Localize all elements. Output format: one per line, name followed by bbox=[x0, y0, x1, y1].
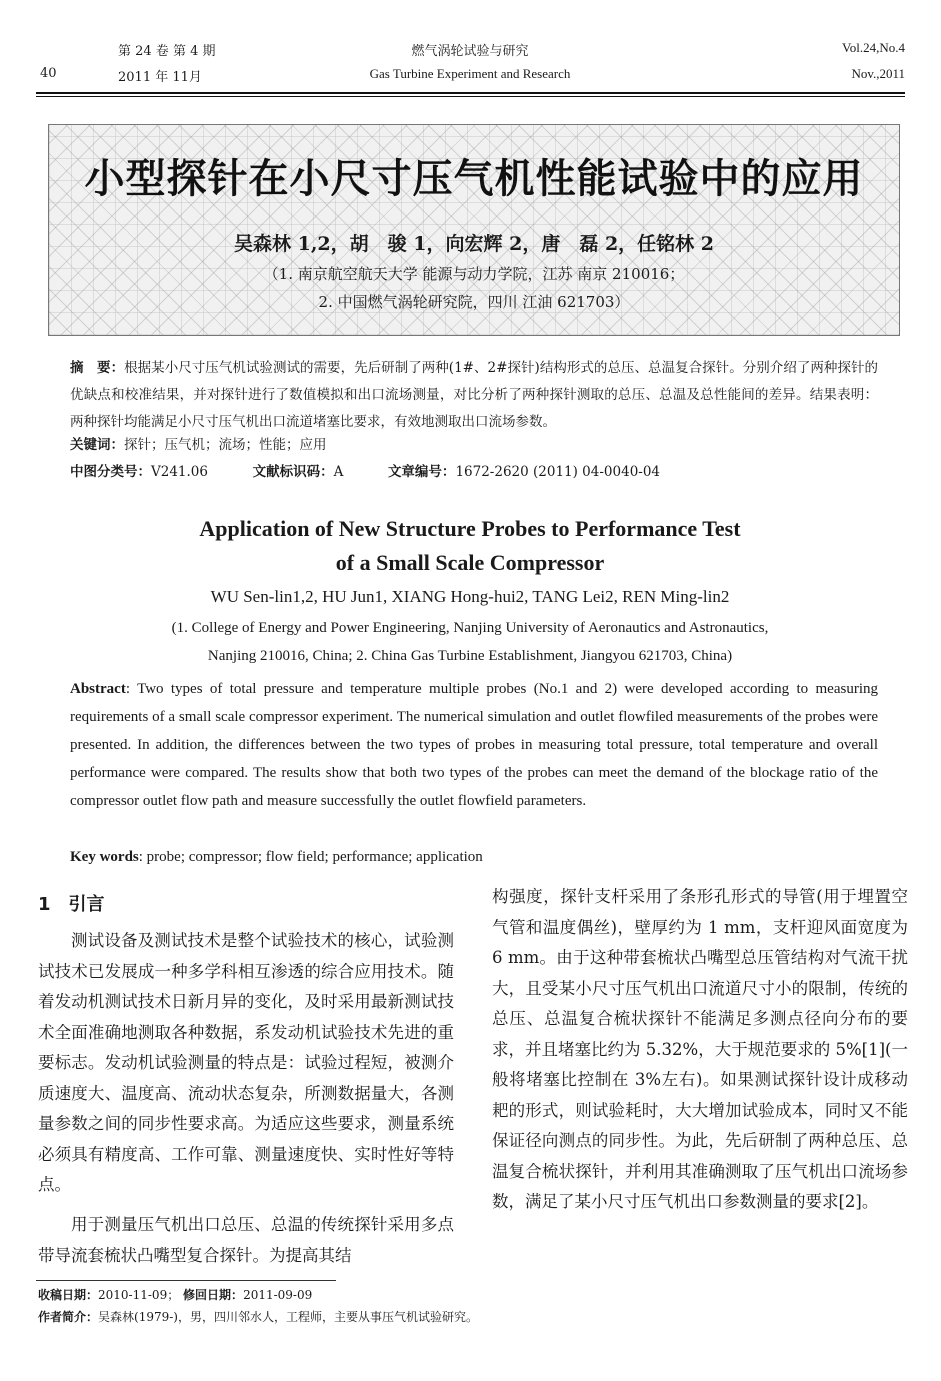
abstract-en-label: Abstract bbox=[70, 681, 126, 697]
title-en-line1: Application of New Structure Probes to Performance Test bbox=[199, 516, 741, 541]
footnote-rule bbox=[36, 1280, 336, 1281]
affiliation-en-1: (1. College of Energy and Power Engineering, Nanjing University of Aeronautics and Astronautics, bbox=[171, 620, 769, 636]
keywords-en-text: : probe; compressor; flow field; performance; application bbox=[138, 849, 483, 865]
keywords-en bbox=[70, 843, 878, 871]
abstract-cn-text: 根据某小尺寸压气机试验测试的需要，先后研制了两种(1#、2#探针)结构形式的总压、总温复合探针。分别介绍了两种探针的优缺点和校准结果，并对探针进行了数值模拟和出口流场测量，对比分析了两种探针测取的总压、总温及总性能间的差异。结果表明：两种探针均能满足小尺寸压气机出口流道堵塞比要求，有效地测取出口流场参数。 bbox=[70, 360, 879, 430]
doc-code-value: A bbox=[333, 464, 344, 480]
affiliation-cn-1: （1. 南京航空航天大学 能源与动力学院，江苏 南京 210016； bbox=[263, 265, 685, 283]
affiliation-en-2: Nanjing 210016, China; 2. China Gas Turbine Establishment, Jiangyou 621703, China) bbox=[207, 648, 733, 664]
volume-cn: 第 24 卷 第 4 期 bbox=[118, 44, 216, 59]
keywords-en-label: Key words bbox=[70, 849, 139, 865]
body-left-para1: 测试设备及测试技术是整个试验技术的核心，试验测试技术已发展成一种多学科相互渗透的综合应用技术。随着发动机测试技术日新月异的变化，及时采用最新测试技术全面准确地测取各种数据，系发动机试验技术先进的重要标志。发动机试验测量的特点是：试验过程短，被测介质速度大、温度高、流动状态复杂，所测数据量大，各测量参数之间的同步性要求高。为适应这些要求，测量系统必须具有精度高、工作可靠、测量速度快、实时性好等特点。 bbox=[38, 931, 454, 1194]
received-label: 收稿日期： bbox=[38, 1288, 99, 1302]
author-bio-label: 作者简介： bbox=[38, 1310, 99, 1324]
article-no-value: 1672-2620 (2011) 04-0040-04 bbox=[455, 464, 661, 480]
volume-en: Vol.24,No.4 bbox=[842, 40, 905, 55]
keywords-cn-label: 关键词： bbox=[70, 437, 124, 453]
date-en: Nov.,2011 bbox=[851, 66, 905, 81]
clc-value: V241.06 bbox=[151, 464, 208, 480]
classification-line bbox=[70, 459, 878, 486]
journal-name-cn: 燃气涡轮试验与研究 bbox=[411, 44, 529, 59]
abstract-en-text: : Two types of total pressure and temperature multiple probes (No.1 and 2) were developed according to measuring requirements of a small scale compressor experiment. The numerical simulation and outlet flowfiled measurements of the probes were presented. In addition, the differences between the two types of probes in measuring total pressure, total temperature and overall performance were compared. The results show that both two types of the probes can meet the demand of the blockage ratio of the compressor outlet flow path and measure successfully the outlet flowfield parameters. bbox=[70, 681, 878, 809]
clc-label: 中图分类号： bbox=[70, 464, 151, 480]
body-right-para: 构强度，探针支杆采用了条形孔形式的导管(用于埋置空气管和温度偶丝)，壁厚约为 1 mm，支杆迎风面宽度为 6 mm。由于这种带套梳状凸嘴型总压管结构对气流干扰大，且受某小尺寸压气机出口流道尺寸小的限制，传统的总压、总温复合梳状探针不能满足多测点径向分布的要求，并且堵塞比约为 5.32%，大于规范要求的 5%[1](一般将堵塞比控制在 3%左右)。如果测试探针设计成移动耙的形式，则试验耗时，大大增加试验成本，同时又不能保证径向测点的同步性。为此，先后研制了两种总压、总温复合梳状探针，并利用其准确测取了压气机出口流场参数，满足了某小尺寸压气机出口参数测量的要求[2]。 bbox=[492, 887, 908, 1211]
received-date: 2010-11-09； bbox=[98, 1288, 180, 1302]
title-block bbox=[48, 124, 900, 336]
authors-cn: 吴森林 1,2，胡 骏 1，向宏辉 2，唐 磊 2，任铭林 2 bbox=[233, 233, 714, 255]
body-left-para2: 用于测量压气机出口总压、总温的传统探针采用多点带导流套梳状凸嘴型复合探针。为提高其结 bbox=[38, 1215, 454, 1265]
page-number: 40 bbox=[40, 66, 57, 81]
abstract-cn bbox=[70, 355, 878, 436]
doc-code-label: 文献标识码： bbox=[252, 464, 334, 480]
header-rule-thin bbox=[36, 96, 905, 97]
journal-name-en: Gas Turbine Experiment and Research bbox=[369, 66, 571, 81]
author-bio-text: 吴森林(1979-)，男，四川邻水人，工程师，主要从事压气机试验研究。 bbox=[98, 1310, 478, 1324]
section-heading-intro: 1 引言 bbox=[38, 894, 105, 915]
revised-date: 2011-09-09 bbox=[243, 1288, 313, 1302]
affiliation-cn-2: 2. 中国燃气涡轮研究院，四川 江油 621703） bbox=[318, 293, 630, 311]
keywords-cn-text: 探针；压气机；流场；性能；应用 bbox=[124, 437, 327, 453]
article-no-label: 文章编号： bbox=[387, 464, 456, 480]
footnote-dates bbox=[38, 1286, 312, 1303]
title-cn: 小型探针在小尺寸压气机性能试验中的应用 bbox=[84, 156, 864, 202]
footnote-author bbox=[38, 1308, 478, 1325]
authors-en: WU Sen-lin1,2, HU Jun1, XIANG Hong-hui2, TANG Lei2, REN Ming-lin2 bbox=[210, 587, 730, 606]
abstract-en bbox=[70, 675, 878, 815]
revised-label: 修回日期： bbox=[183, 1288, 244, 1302]
header-rule-thick bbox=[36, 92, 905, 94]
abstract-cn-label: 摘 要： bbox=[70, 360, 125, 376]
date-cn: 2011 年 11月 bbox=[118, 70, 202, 85]
keywords-cn bbox=[70, 432, 878, 459]
title-en-line2: of a Small Scale Compressor bbox=[335, 550, 605, 575]
